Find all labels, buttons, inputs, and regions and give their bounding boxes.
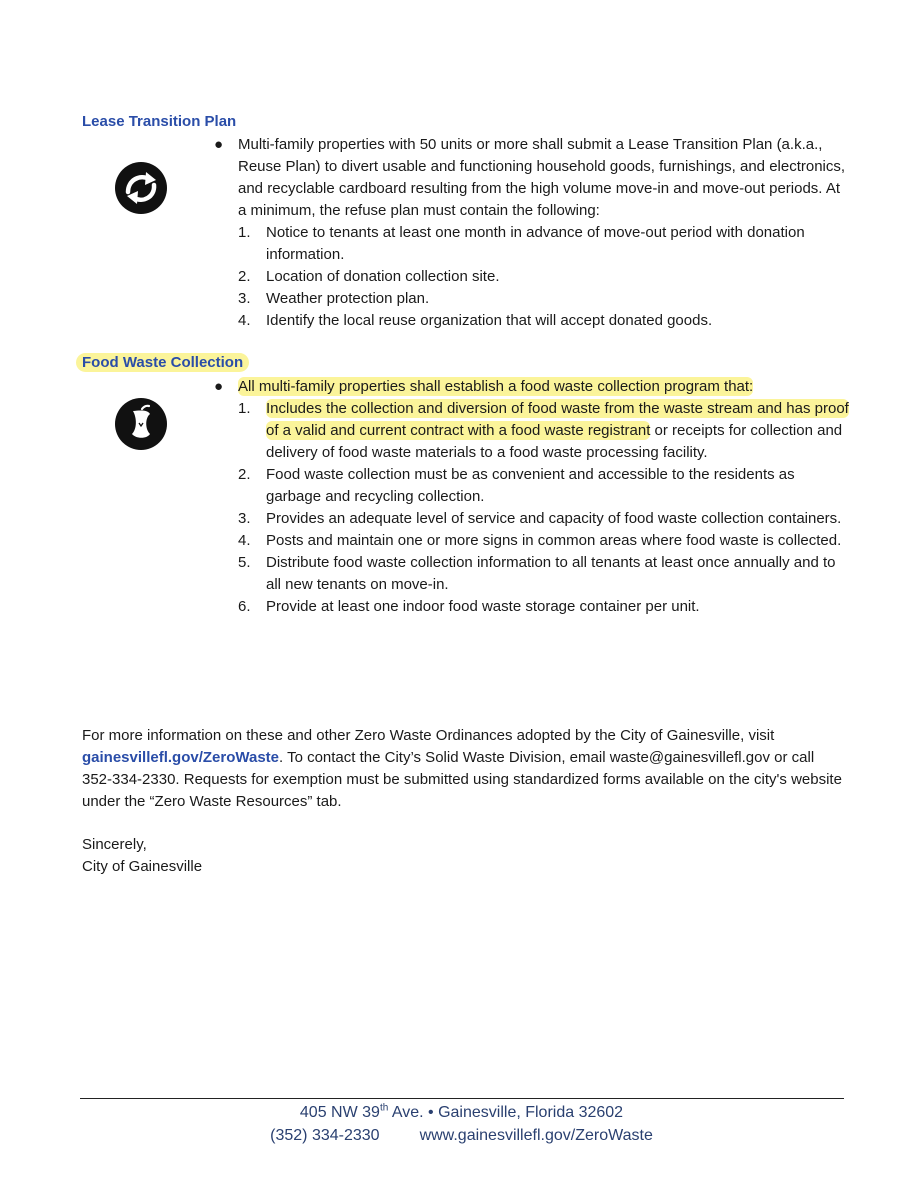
lease-bullet-text: Multi-family properties with 50 units or more shall submit a Lease Transition Plan (a.k.a., Reuse Plan) to divert usable and functioning household goods, furnishings, and electronics, and recyclable cardboard resulting from the high volume move-in and move-out periods. At a minimum, the refuse plan must contain the following:: [238, 136, 846, 219]
list-item-text: or receipts for collection and delivery of food waste materials to a food waste processing facility.: [266, 422, 843, 461]
list-number: 2.: [238, 466, 251, 483]
list-item-text: Weather protection plan.: [266, 290, 430, 307]
list-item: [238, 222, 850, 266]
list-item: [238, 530, 850, 552]
lease-bullet: [214, 134, 850, 222]
food-waste-heading-text: Food Waste Collection: [76, 353, 249, 372]
more-info-text: For more information on these and other Zero Waste Ordinances adopted by the City of Gainesville, visit: [82, 727, 775, 744]
list-item: [238, 310, 850, 332]
food-bullet-text: All multi-family properties shall establish a food waste collection program that:: [238, 378, 754, 395]
lease-transition-content: [214, 134, 850, 332]
list-number: 2.: [238, 268, 251, 285]
list-item-text: Provides an adequate level of service and capacity of food waste collection containers.: [266, 510, 842, 527]
list-number: 5.: [238, 554, 251, 571]
bullet-dot: ●: [214, 136, 224, 153]
list-item-text: Posts and maintain one or more signs in common areas where food waste is collected.: [266, 532, 842, 549]
food-requirements-list: [214, 398, 850, 618]
list-item: [238, 266, 850, 288]
footer-divider: [80, 1098, 844, 1099]
lease-requirements-list: [214, 222, 850, 332]
list-number: 4.: [238, 532, 251, 549]
lease-transition-heading: Lease Transition Plan: [82, 113, 237, 130]
list-item: [238, 288, 850, 310]
footer-contact: [0, 1125, 923, 1147]
footer-phone: (352) 334-2330: [270, 1127, 380, 1144]
list-number: 1.: [238, 400, 251, 417]
list-item: [238, 552, 850, 596]
salutation: Sincerely,: [82, 836, 147, 853]
list-item-text: Identify the local reuse organization that will accept donated goods.: [266, 312, 713, 329]
list-item-text: Location of donation collection site.: [266, 268, 500, 285]
more-info-paragraph: [82, 725, 842, 813]
signer: City of Gainesville: [82, 858, 203, 875]
footer-address: [0, 1102, 923, 1124]
food-waste-content: [214, 376, 850, 618]
apple-core-icon: [114, 397, 168, 451]
recycle-arrow-icon: [114, 161, 168, 215]
list-number: 4.: [238, 312, 251, 329]
more-info-text-contd: . To contact the City’s Solid Waste Division, email waste@gainesvillefl.gov or call 352-334-2330. Requests for exemption must be submitted using standardized forms available on the city's website under the “Zero Waste Resources” tab.: [82, 749, 842, 810]
list-item: [238, 596, 850, 618]
bullet-dot: ●: [214, 378, 224, 395]
list-item-text: Provide at least one indoor food waste storage container per unit.: [266, 598, 700, 615]
food-bullet: [214, 376, 850, 398]
address-city: Ave. • Gainesville, Florida 32602: [388, 1104, 624, 1121]
food-waste-heading: [82, 352, 249, 374]
list-number: 3.: [238, 510, 251, 527]
list-item: [238, 398, 850, 464]
list-item: [238, 508, 850, 530]
address-ordinal: th: [379, 1102, 389, 1114]
address-street: 405 NW 39: [299, 1104, 380, 1121]
footer-website: www.gainesvillefl.gov/ZeroWaste: [419, 1127, 653, 1144]
highlighted-text: Includes the collection and diversion of food waste from the waste stream and has proof of a valid and current contract with a food waste registrant: [266, 400, 849, 439]
list-item: [238, 464, 850, 508]
list-number: 6.: [238, 598, 251, 615]
zero-waste-link[interactable]: gainesvillefl.gov/ZeroWaste: [82, 749, 279, 766]
list-item-text: Food waste collection must be as convenient and accessible to the residents as garbage and recycling collection.: [266, 466, 795, 505]
list-item-text: Notice to tenants at least one month in advance of move-out period with donation information.: [266, 224, 805, 263]
list-item-text: Distribute food waste collection information to all tenants at least once annually and to all new tenants on move-in.: [266, 554, 836, 593]
list-number: 1.: [238, 224, 251, 241]
list-number: 3.: [238, 290, 251, 307]
